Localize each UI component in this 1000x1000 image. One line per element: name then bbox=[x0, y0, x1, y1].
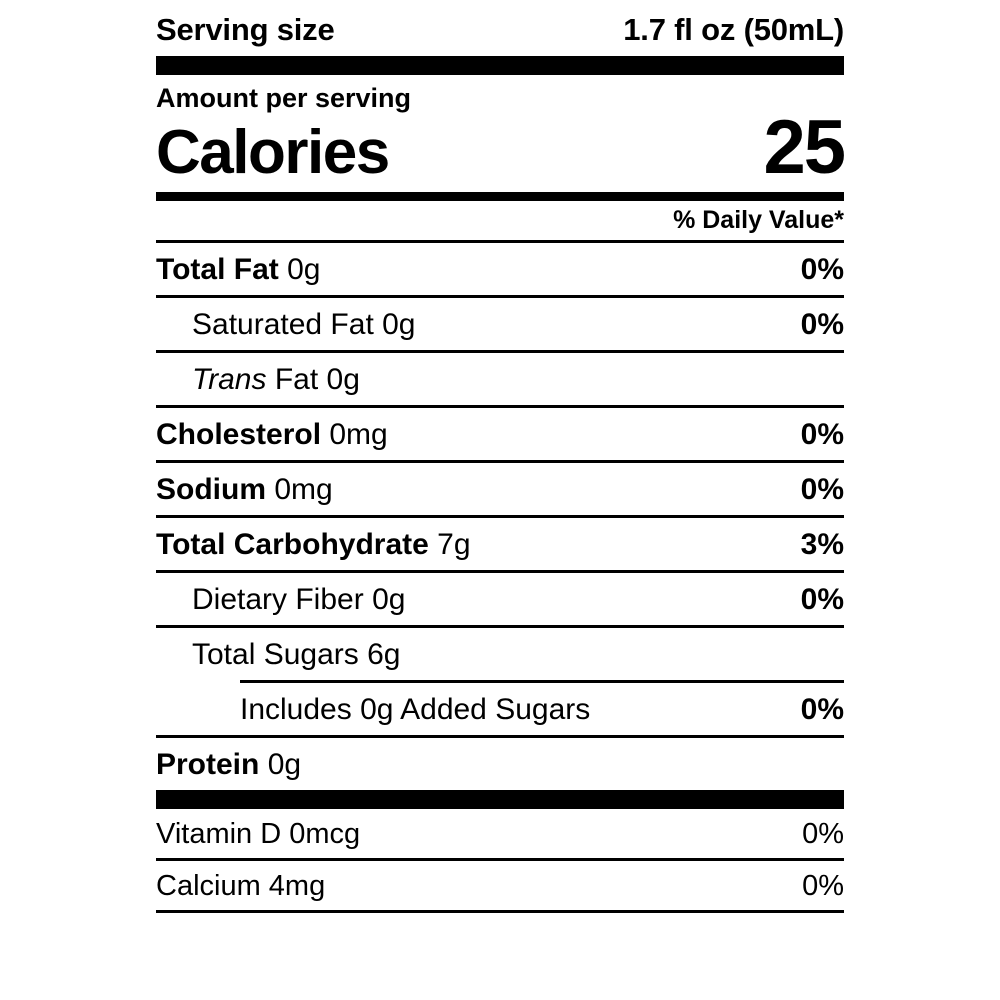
nutrient-amount: 6g bbox=[367, 637, 401, 671]
divider-11 bbox=[156, 910, 844, 913]
nutrient-pct-dietary-fiber: 0% bbox=[800, 582, 844, 616]
nutrient-amount: 0g bbox=[372, 582, 406, 616]
nutrient-name-text: Cholesterol bbox=[156, 417, 322, 451]
nutrient-name-sodium bbox=[156, 472, 333, 508]
vitamin-pct-calcium: 0% bbox=[802, 869, 844, 902]
nutrient-name-text: Dietary Fiber bbox=[192, 582, 364, 616]
nutrient-row-total-sugars bbox=[156, 628, 844, 680]
divider-thick-bottom bbox=[156, 790, 844, 809]
nutrient-name-text-italic: Trans bbox=[192, 362, 267, 396]
nutrient-amount: 0g bbox=[326, 362, 360, 396]
nutrient-name-text: Total Fat bbox=[156, 252, 279, 286]
daily-value-header-row bbox=[156, 201, 844, 240]
calories-row bbox=[156, 104, 844, 192]
divider-thick-top bbox=[156, 56, 844, 75]
nutrient-pct-total-carbohydrate: 3% bbox=[800, 527, 844, 561]
nutrient-name-dietary-fiber bbox=[192, 582, 405, 618]
nutrient-row-trans-fat bbox=[156, 353, 844, 405]
nutrient-name-total-carbohydrate bbox=[156, 527, 471, 563]
nutrient-name-text: Total Sugars bbox=[192, 637, 359, 671]
nutrient-pct-cholesterol: 0% bbox=[800, 417, 844, 451]
nutrient-name-trans-fat bbox=[192, 362, 360, 398]
nutrient-amount: 0g bbox=[267, 747, 302, 781]
nutrient-row-sodium bbox=[156, 463, 844, 515]
vitamin-row-calcium bbox=[156, 861, 844, 910]
vitamin-pct-vitamin-d: 0% bbox=[802, 817, 844, 850]
amount-per-serving-label: Amount per serving bbox=[156, 83, 412, 113]
nutrient-row-total-carbohydrate bbox=[156, 518, 844, 570]
nutrient-row-cholesterol bbox=[156, 408, 844, 460]
nutrient-amount: 0mg bbox=[274, 472, 333, 506]
nutrient-name-text: Saturated Fat bbox=[192, 307, 374, 341]
nutrient-row-added-sugars bbox=[156, 683, 844, 735]
nutrient-pct-total-fat: 0% bbox=[800, 252, 844, 286]
nutrient-pct-sodium: 0% bbox=[800, 472, 844, 506]
calories-value: 25 bbox=[763, 104, 844, 190]
nutrition-facts-label bbox=[156, 0, 844, 913]
nutrient-name-total-fat bbox=[156, 252, 321, 288]
daily-value-header: % Daily Value* bbox=[673, 205, 844, 234]
serving-size-value: 1.7 fl oz (50mL) bbox=[623, 12, 844, 47]
divider-medium bbox=[156, 192, 844, 201]
vitamin-name-calcium: Calcium 4mg bbox=[156, 869, 326, 902]
nutrient-name-protein bbox=[156, 747, 301, 783]
vitamin-row-vitamin-d bbox=[156, 809, 844, 858]
nutrient-amount: 0mg bbox=[329, 417, 388, 451]
nutrient-name-text: Fat bbox=[274, 362, 319, 396]
vitamin-name-vitamin-d: Vitamin D 0mcg bbox=[156, 817, 361, 850]
nutrient-name-cholesterol bbox=[156, 417, 388, 453]
nutrient-name-total-sugars bbox=[192, 637, 400, 673]
nutrient-row-protein bbox=[156, 738, 844, 790]
nutrient-row-saturated-fat bbox=[156, 298, 844, 350]
nutrient-name-text: Protein bbox=[156, 747, 260, 781]
nutrient-pct-saturated-fat: 0% bbox=[800, 307, 844, 341]
nutrient-name-saturated-fat bbox=[192, 307, 416, 343]
nutrient-amount: 0g bbox=[382, 307, 416, 341]
nutrient-pct-added-sugars: 0% bbox=[800, 692, 844, 726]
nutrient-amount: 0g bbox=[287, 252, 321, 286]
calories-label: Calories bbox=[156, 117, 389, 187]
nutrient-name-added-sugars: Includes 0g Added Sugars bbox=[240, 692, 591, 726]
nutrient-name-text: Total Carbohydrate bbox=[156, 527, 429, 561]
nutrient-amount: 7g bbox=[437, 527, 471, 561]
nutrient-name-text: Sodium bbox=[156, 472, 266, 506]
nutrient-row-total-fat bbox=[156, 243, 844, 295]
serving-size-label: Serving size bbox=[156, 12, 335, 47]
nutrient-row-dietary-fiber bbox=[156, 573, 844, 625]
serving-size-row bbox=[156, 0, 844, 56]
